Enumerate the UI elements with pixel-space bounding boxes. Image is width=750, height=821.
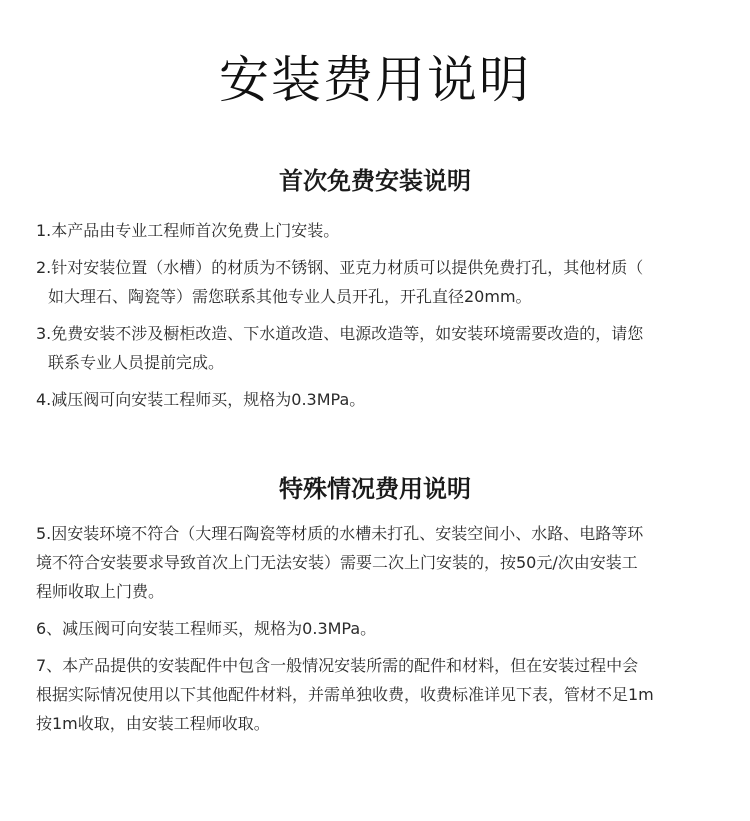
item-line: 程师收取上门费。 <box>36 582 165 601</box>
special-fees-list <box>36 519 726 746</box>
item-line: 联系专业人员提前完成。 <box>48 353 225 372</box>
item-line: 1.本产品由专业工程师首次免费上门安装。 <box>36 221 340 240</box>
item-line: 4.减压阀可向安装工程师买，规格为0.3MPa。 <box>36 390 366 409</box>
item-line: 按1m收取，由安装工程师收取。 <box>36 714 270 733</box>
list-item <box>36 253 726 311</box>
section-heading-special-fees: 特殊情况费用说明 <box>279 475 471 503</box>
item-line: 根据实际情况使用以下其他配件材料，并需单独收费，收费标准详见下表，管材不足1m <box>36 685 654 704</box>
list-item <box>36 216 726 245</box>
item-line: 3.免费安装不涉及橱柜改造、下水道改造、电源改造等，如安装环境需要改造的，请您 <box>36 324 644 343</box>
list-item <box>36 319 726 377</box>
item-line: 6、减压阀可向安装工程师买，规格为0.3MPa。 <box>36 619 377 638</box>
list-item <box>36 614 726 643</box>
list-item <box>36 385 726 414</box>
list-item <box>36 519 726 606</box>
free-installation-list <box>36 216 726 422</box>
item-line: 7、本产品提供的安装配件中包含一般情况安装所需的配件和材料，但在安装过程中会 <box>36 656 639 675</box>
item-line: 境不符合安装要求导致首次上门无法安装）需要二次上门安装的，按50元/次由安装工 <box>36 553 638 572</box>
section-heading-free-installation: 首次免费安装说明 <box>279 167 471 195</box>
item-line: 如大理石、陶瓷等）需您联系其他专业人员开孔，开孔直径20mm。 <box>48 287 532 306</box>
list-item <box>36 651 726 738</box>
item-line: 5.因安装环境不符合（大理石陶瓷等材质的水槽未打孔、安装空间小、水路、电路等环 <box>36 524 644 543</box>
item-line: 2.针对安装位置（水槽）的材质为不锈钢、亚克力材质可以提供免费打孔，其他材质（ <box>36 258 644 277</box>
page-title: 安装费用说明 <box>219 51 531 109</box>
